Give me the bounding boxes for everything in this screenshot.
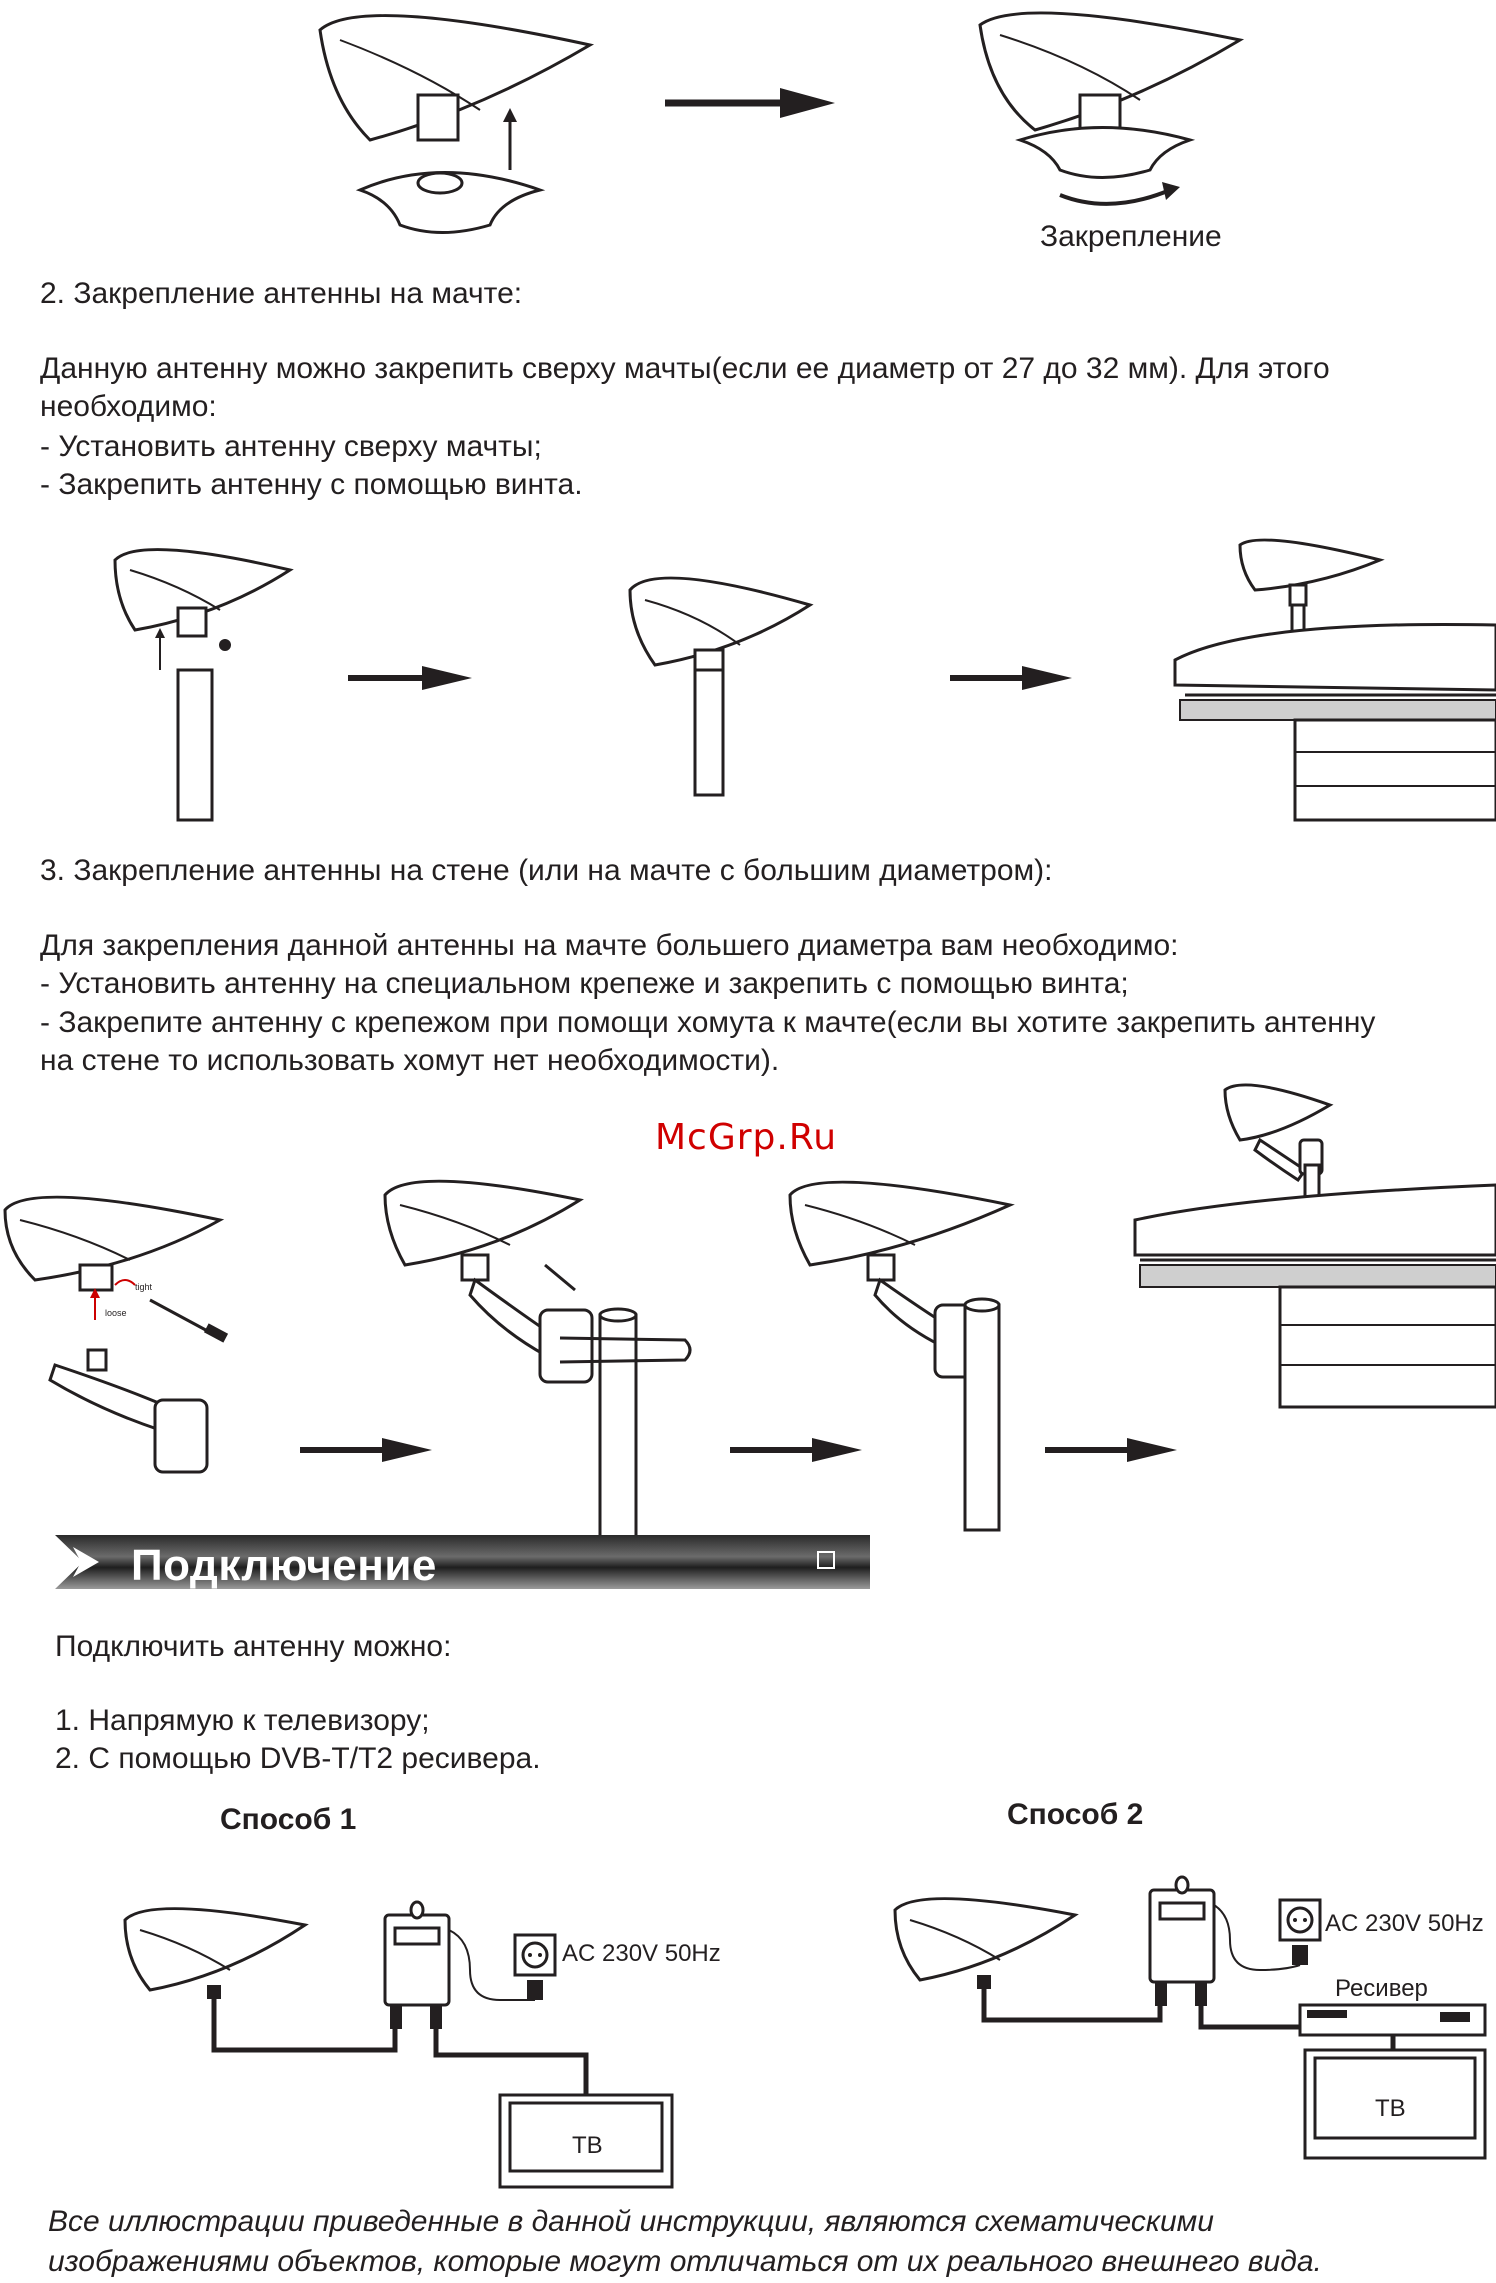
section-banner bbox=[55, 1535, 870, 1589]
method1-power-label: AC 230V 50Hz bbox=[562, 1940, 721, 1967]
section3-bullet: - Закрепите антенну с крепежом при помощи хомута к мачте(если вы хотите закрепить антенну bbox=[40, 1006, 1376, 1039]
section3-heading: 3. Закрепление антенны на стене (или на мачте с большим диаметром): bbox=[40, 854, 1053, 887]
footer-line2: изображениями объектов, которые могут отличаться от их реального внешнего вида. bbox=[48, 2245, 1322, 2278]
caption-fixing: Закрепление bbox=[1040, 220, 1222, 253]
label-loose: loose bbox=[105, 1308, 127, 1318]
section2-bullet: - Закрепить антенну с помощью винта. bbox=[40, 468, 583, 501]
section3-bullet: на стене то использовать хомут нет необходимости). bbox=[40, 1044, 780, 1077]
illustration-mast-mounting bbox=[100, 530, 1496, 820]
connection-option: 2. С помощью DVB-T/T2 ресивера. bbox=[55, 1742, 541, 1775]
section2-heading: 2. Закрепление антенны на мачте: bbox=[40, 277, 523, 310]
connection-option: 1. Напрямую к телевизору; bbox=[55, 1704, 430, 1737]
connection-intro: Подключить антенну можно: bbox=[55, 1630, 452, 1663]
square-icon bbox=[817, 1551, 835, 1569]
footer-line1: Все иллюстрации приведенные в данной инструкции, являются схематическими bbox=[48, 2205, 1214, 2238]
method2-power-label: AC 230V 50Hz bbox=[1325, 1910, 1484, 1937]
watermark: McGrp.Ru bbox=[655, 1117, 838, 1158]
section3-paragraph: Для закрепления данной антенны на мачте большего диаметра вам необходимо: bbox=[40, 929, 1179, 962]
method2-title: Способ 2 bbox=[1007, 1798, 1144, 1831]
method1-title: Способ 1 bbox=[220, 1803, 357, 1836]
chevron-right-icon bbox=[69, 1545, 103, 1579]
method2-receiver-label: Ресивер bbox=[1335, 1975, 1428, 2002]
section2-paragraph-line1: Данную антенну можно закрепить сверху мачты(если ее диаметр от 27 до 32 мм). Для этого bbox=[40, 352, 1330, 385]
method2-tv-label: ТВ bbox=[1375, 2095, 1406, 2122]
illustration-bracket-mounting bbox=[0, 1080, 1496, 1490]
section3-bullet: - Установить антенну на специальном крепеже и закрепить с помощью винта; bbox=[40, 967, 1129, 1000]
section2-bullet: - Установить антенну сверху мачты; bbox=[40, 430, 542, 463]
method1-tv-label: ТВ bbox=[572, 2132, 603, 2159]
banner-title: Подключение bbox=[131, 1541, 437, 1590]
section2-paragraph-line2: необходимо: bbox=[40, 390, 217, 423]
label-tight: tight bbox=[135, 1282, 153, 1292]
